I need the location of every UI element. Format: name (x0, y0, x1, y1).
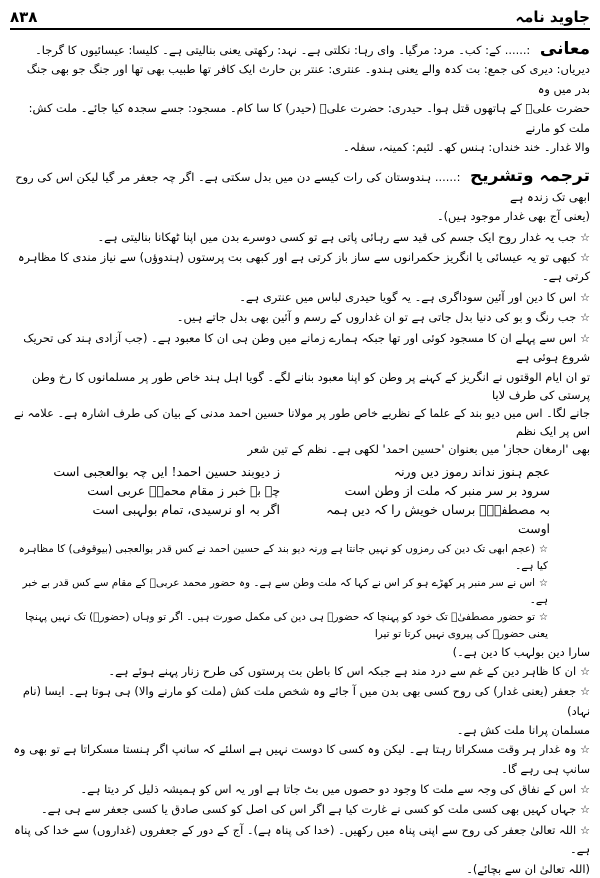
paragraph-6 (10, 662, 590, 681)
page-content (10, 40, 590, 878)
translation-section (10, 167, 590, 207)
star-icon: ☆ (539, 577, 548, 589)
book-title: جاوید نامہ (515, 8, 590, 26)
star-icon: ☆ (580, 664, 590, 678)
paragraph-11-cont: (اللہ تعالیٰ ان سے بچائے)۔ (466, 861, 590, 876)
paragraph-text: وہ غدار ہر وقت مسکراتا رہتا ہے۔ لیکن وہ کسی کا دوست نہیں ہے اسلئے کہ سانپ اگر ہنستا مسکراتا ہے تو بھی وہ سانپ ہی رہے گا۔ (13, 742, 590, 776)
paragraph-7-cont: مسلمان پرانا ملت کش ہے۔ (456, 722, 590, 737)
star-icon: ☆ (580, 230, 590, 244)
couplet-3-line-2: اگر بہ او نرسیدی، تمام بولہبی است (92, 501, 280, 517)
paragraph-5-line-3: جانے لگا۔ اس میں دیو بند کے علما کے نظریے خاص طور پر مولانا حسین احمد مدنی کے بیان کی طرف اشارہ ہے۔ علامہ نے اس پر ایک نظم (14, 405, 590, 439)
couplet-note-3-cont: سارا دین بولہب کا دین ہے۔) (452, 644, 590, 659)
meanings-heading: معانی (539, 39, 590, 59)
meanings-section (10, 40, 590, 60)
couplet-1-line-1: عجم ہنوز نداند رموز دیں ورنہ (393, 463, 550, 479)
meanings-line-2: دیریاں: دیری کی جمع: بت کدہ والے یعنی ہندو۔ عنتری: عنتر بن حارث ایک کافر تھا طبیب بھی تھا اور جنگ جو بھی جنگ بدر میں وہ (26, 62, 590, 96)
meanings-line-1: :...... کے: کب۔ مرد: مرگیا۔ وای رہا: نکلتی ہے۔ نہد: رکھتی یعنی بنالیتی ہے۔ کلیسا: عیسائیوں کا گرجا۔ (35, 43, 531, 57)
couplet-note-3 (10, 609, 590, 643)
paragraph-5-line-2: تو ان ایام الوقتوں نے انگریز کے کہنے پر وطن کو اپنا معبود بنانے لگے۔ گویا اہل ہند خاص طور پر مسلمانوں کا رخ وطن پرستی کی طرف لایا (32, 369, 590, 402)
star-icon: ☆ (580, 823, 590, 837)
paragraph-text: جہاں کہیں بھی کسی ملت کو کسی نے غارت کیا ہے اگر اس کی اصل کو کسی صادق یا کسی جعفر سے ہی ہے۔ (41, 802, 577, 817)
couplet-3 (50, 500, 550, 538)
paragraph-4 (10, 308, 590, 327)
couplet-2 (50, 481, 550, 500)
star-icon: ☆ (580, 743, 590, 757)
paragraph-text: کبھی تو یہ عیسائی یا انگریز حکمرانوں سے ساز باز کرتی ہے اور کبھی بت پرستوں (ہندوؤں) سے نیاز مندی کا مظاہرہ کرتی ہے۔ (17, 250, 590, 284)
paragraph-text: جب یہ غدار روح ایک جسم کی قید سے رہائی پاتی ہے تو کسی دوسرے بدن میں اپنا ٹھکانا بنالیتی ہے۔ (97, 229, 577, 244)
couplet-note-1 (10, 541, 590, 575)
page-header (10, 6, 590, 30)
note-text: (عجم ابھی تک دین کی رمزوں کو نہیں جانتا ہے ورنہ دیو بند کے حسین احمد نے کس قدر بوالعجبی (بیوقوفی) کا مظاہرہ کیا ہے۔ (18, 542, 548, 572)
paragraph-text: جعفر (یعنی غدار) کی روح کسی بھی بدن میں آ جائے وہ شخص ملت کش (ملت کو مارنے والا) ہی ہوتا ہے۔ ایسا (نام نہاد) (22, 684, 590, 718)
star-icon: ☆ (580, 803, 590, 817)
translation-intro: :...... ہندوستان کی رات کیسے دن میں بدل سکتی ہے۔ اگر چہ جعفر مر گیا لیکن اس کی روح ابھی تک زندہ ہے (15, 170, 590, 204)
paragraph-3 (10, 288, 590, 307)
note-text: تو حضور مصطفیٰؐ تک خود کو پہنچا کہ حضورؐ ہی دین کی مکمل صورت ہیں۔ اگر تو وہاں (حضورؐ) تک نہیں پہنچا یعنی حضورؐ کی پیروی نہیں کرتا تو تیرا (25, 610, 548, 640)
meanings-line-3: حضرت علیؓ کے ہاتھوں قتل ہوا۔ حیدری: حضرت علیؓ (حیدر) کا سا کام۔ مسجود: جسے سجدہ کیا جائے۔ ملت کش: ملت کو مارنے (28, 101, 590, 135)
paragraph-5-line-4: بھی 'ارمغان حجاز' میں بعنوان 'حسین احمد' لکھی ہے۔ نظم کے تین شعر (247, 442, 590, 457)
couplet-note-2 (10, 575, 590, 609)
couplet-2-line-2: چہ بے خبر ز مقام محمدؐ عربی است (87, 482, 280, 498)
paragraph-text: اس کا دین اور آئین سوداگری ہے۔ یہ گویا حیدری لباس میں عنتری ہے۔ (239, 289, 577, 304)
paragraph-5 (10, 329, 590, 368)
paragraph-10 (10, 800, 590, 819)
translation-heading: ترجمہ وتشریح (470, 166, 590, 187)
paragraph-text: اس کے نفاق کی وجہ سے ملت کا وجود دو حصوں میں بٹ جاتا ہے اور یہ اس کو ہمیشہ ذلیل کر دیتا ہے۔ (80, 781, 577, 796)
star-icon: ☆ (580, 685, 590, 699)
note-text: اس نے سر منبر پر کھڑے ہو کر اس نے کہا کہ ملت وطن سے ہے۔ وہ حضور محمد عربیؐ کے مقام سے کس قدر بے خبر ہے۔ (22, 576, 548, 606)
paragraph-text: ان کا ظاہر دین کے غم سے درد مند ہے جبکہ اس کا باطن بت پرستوں کی طرح زنار پہنے ہوئے ہے۔ (108, 663, 577, 678)
couplet-1 (50, 462, 550, 481)
star-icon: ☆ (580, 251, 590, 265)
couplet-3-line-1: بہ مصطفیٰؐ برساں خویش را کہ دیں ہمہ اوست (326, 501, 550, 536)
persian-couplets (50, 462, 550, 538)
paragraph-text: اللہ تعالیٰ جعفر کی روح سے اپنی پناہ میں رکھیں۔ (خدا کی پناہ ہے)۔ آج کے دور کے جعفروں (غداروں) سے خدا کی پناہ ہے۔ (13, 822, 590, 857)
translation-intro-cont: (یعنی آج بھی غدار موجود ہیں)۔ (436, 209, 590, 224)
star-icon: ☆ (580, 311, 590, 325)
paragraph-text: اس سے پہلے ان کا مسجود کوئی اور تھا جبکہ ہمارے زمانے میں وطن ہی ان کا معبود ہے۔ (جب آزادی ہند کی تحریک شروع ہوئی ہے (23, 330, 590, 365)
paragraph-9 (10, 780, 590, 799)
paragraph-7 (10, 682, 590, 721)
meanings-line-4: والا غدار۔ خند خنداں: ہنس کھ۔ لئیم: کمینہ، سفلہ۔ (342, 140, 590, 155)
paragraph-8 (10, 740, 590, 779)
couplet-2-line-1: سرود بر سر منبر کہ ملت از وطن است (344, 482, 550, 498)
star-icon: ☆ (580, 290, 590, 304)
paragraph-text: جب رنگ و بو کی دنیا بدل جاتی ہے تو ان غداروں کے رسم و آئین بھی بدل جاتے ہیں۔ (176, 310, 577, 325)
paragraph-1 (10, 228, 590, 247)
star-icon: ☆ (539, 611, 548, 623)
paragraph-11 (10, 821, 590, 860)
star-icon: ☆ (580, 782, 590, 796)
page-number: ۸۳۸ (10, 8, 38, 26)
paragraph-2 (10, 248, 590, 287)
couplet-1-line-2: ز دیوبند حسین احمد! ایں چہ بوالعجبی است (53, 463, 280, 479)
star-icon: ☆ (580, 331, 590, 345)
star-icon: ☆ (539, 543, 548, 555)
